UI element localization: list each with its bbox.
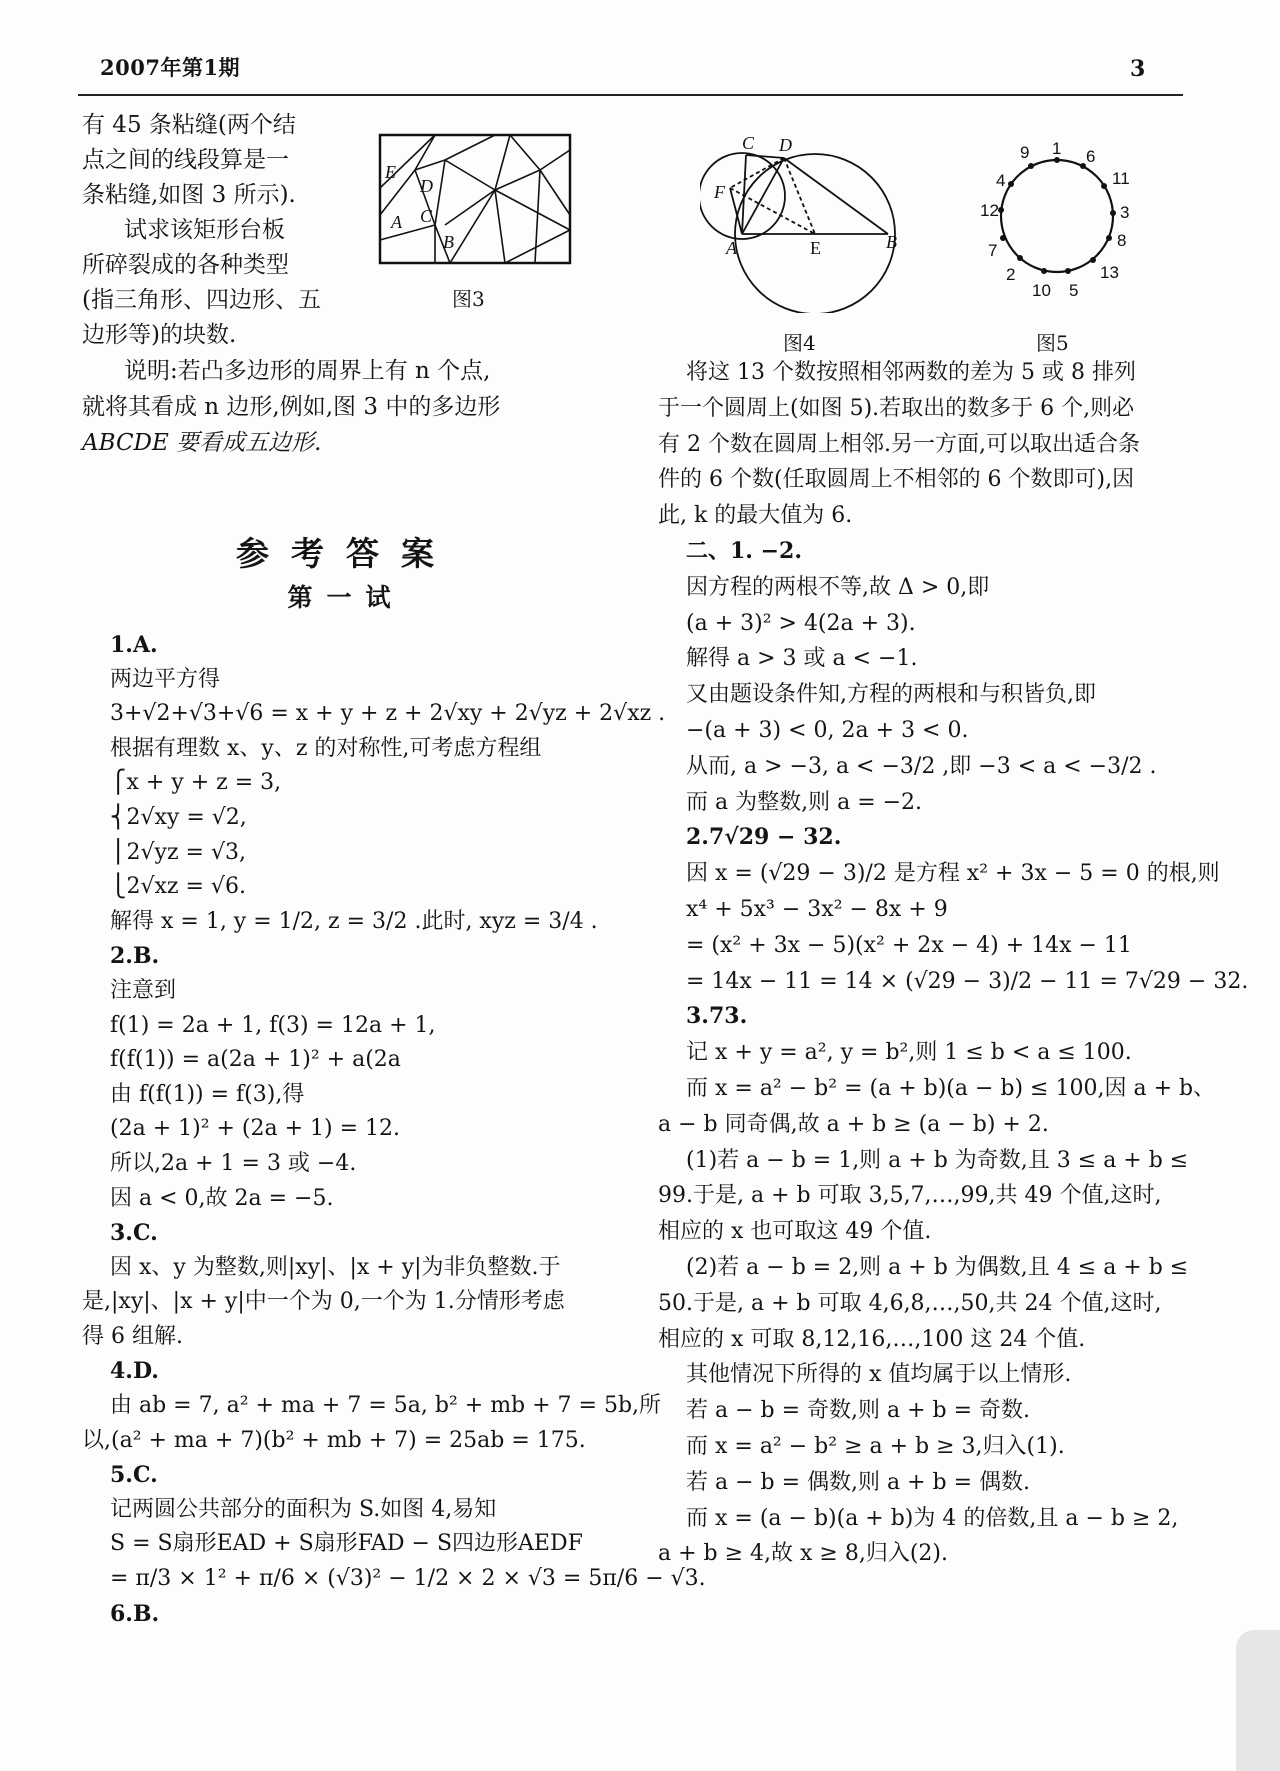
answer-line: ⎩2√xz = √6. [110,874,246,900]
problem-line: 点之间的线段算是一 [82,147,289,173]
answer-line: 相应的 x 可取 8,12,16,…,100 这 24 个值. [658,1326,1086,1352]
fig5-label: 9 [1020,143,1030,162]
answer-line: 由 ab = 7, a² + ma + 7 = 5a, b² + mb + 7 = 5b,所 [110,1393,662,1419]
answer-line: 2.B. [110,943,160,970]
page-edge-tab [1236,1630,1280,1771]
answer-line: 以,(a² + ma + 7)(b² + mb + 7) = 25ab = 175. [82,1427,586,1453]
answer-line: 相应的 x 也可取这 49 个值. [658,1219,932,1245]
answer-line: 又由题设条件知,方程的两根和与积皆负,即 [686,682,1096,708]
problem-line: 有 45 条粘缝(两个结 [82,112,296,138]
answer-line: 6.B. [110,1600,160,1627]
answer-line: 注意到 [110,977,177,1003]
figure-3-diagram [375,130,575,270]
answer-line: 因 x = (√29 − 3)/2 是方程 x² + 3x − 5 = 0 的根,则 [686,861,1220,887]
page-number: 3 [1130,56,1146,82]
answer-line: 3+√2+√3+√6 = x + y + z + 2√xy + 2√yz + 2√xz . [110,701,666,727]
answer-line: f(f(1)) = a(2a + 1)² + a(2a [110,1047,401,1073]
fig3-label: B [443,232,454,252]
fig4-label: D [779,135,792,155]
answer-line: 是,|xy|、|x + y|中一个为 0,一个为 1.分情形考虑 [82,1289,565,1315]
answer-line: 3.C. [110,1220,158,1247]
fig5-label: 12 [980,201,999,220]
problem-line: 所碎裂成的各种类型 [82,252,289,278]
fig4-label: F [714,182,725,202]
answer-line: −(a + 3) < 0, 2a + 3 < 0. [686,717,969,743]
answer-line: 解得 a > 3 或 a < −1. [686,646,918,672]
figure-3-caption: 图3 [452,287,485,311]
first-test-title: 第一试 [287,583,405,612]
journal-issue: 2007年第1期 [100,55,241,80]
answer-line: 而 a 为整数,则 a = −2. [686,789,923,815]
answer-line: 两边平方得 [110,666,221,692]
fig5-label: 8 [1117,231,1127,250]
answer-line: 将这 13 个数按照相邻两数的差为 5 或 8 排列 [686,360,1136,385]
fig5-label: 13 [1100,263,1119,282]
problem-line: 边形等)的块数. [82,322,237,348]
figure-5-diagram [960,128,1150,308]
answer-line: 其他情况下所得的 x 值均属于以上情形. [686,1362,1072,1388]
answer-line: 4.D. [110,1358,159,1385]
answer-line: = (x² + 3x − 5)(x² + 2x − 4) + 14x − 11 [686,932,1132,958]
note-line: 说明:若凸多边形的周界上有 n 个点, [124,358,491,384]
fig5-label: 4 [996,171,1006,190]
answer-line: (2)若 a − b = 2,则 a + b 为偶数,且 4 ≤ a + b ≤ [686,1254,1189,1280]
fig4-label: E [810,238,821,258]
figure-4-caption: 图4 [783,331,816,355]
fig5-label: 6 [1086,147,1096,166]
answer-line: 此, k 的最大值为 6. [658,503,853,529]
answer-line: ⎨2√xy = √2, [110,804,247,830]
fig4-label: C [742,133,755,153]
answer-line: 若 a − b = 偶数,则 a + b = 偶数. [686,1469,1031,1495]
answers-right-column [658,355,1249,1572]
answer-line: 得 6 组解. [82,1323,183,1349]
answer-line: 因方程的两根不等,故 Δ > 0,即 [686,574,990,600]
fig5-label: 2 [1006,265,1016,284]
problem-line: 条粘缝,如图 3 所示). [82,182,296,208]
answer-line: 根据有理数 x、y、z 的对称性,可考虑方程组 [110,735,542,761]
answer-line: (1)若 a − b = 1,则 a + b 为奇数,且 3 ≤ a + b ≤ [686,1147,1189,1173]
answer-line: 于一个圆周上(如图 5).若取出的数多于 6 个,则必 [658,395,1135,421]
fig5-points [998,157,1116,274]
problem-line: (指三角形、四边形、五 [82,287,321,313]
answer-line: ⎪2√yz = √3, [110,839,246,865]
fig4-label: B [886,232,897,252]
answer-line: 因 x、y 为整数,则|xy|、|x + y|为非负整数.于 [110,1254,561,1280]
fig4-label: A [726,238,737,258]
answer-line: (2a + 1)² + (2a + 1) = 12. [110,1116,401,1142]
problem-text [82,108,352,353]
fig3-label: E [385,162,396,182]
fig3-label: D [420,176,433,196]
answer-line: 有 2 个数在圆周上相邻.另一方面,可以取出适合条 [658,431,1140,457]
answer-line: = π/3 × 1² + π/6 × (√3)² − 1/2 × 2 × √3 = 5π/6 − √3. [110,1566,706,1592]
fig5-label: 1 [1052,139,1062,158]
fig5-label: 5 [1069,281,1079,300]
answer-line: ⎧x + y + z = 3, [110,770,282,796]
fig3-label: C [420,206,433,226]
answer-line: 而 x = (a − b)(a + b)为 4 的倍数,且 a − b ≥ 2, [686,1505,1179,1531]
answer-line: a + b ≥ 4,故 x ≥ 8,归入(2). [658,1541,948,1567]
header-rule [78,94,1183,96]
answer-line: 99.于是, a + b 可取 3,5,7,…,99,共 49 个值,这时, [658,1183,1162,1209]
note-line: 就将其看成 n 边形,例如,图 3 中的多边形 [82,394,501,420]
fig5-label: 3 [1120,203,1130,222]
answer-line: (a + 3)² > 4(2a + 3). [686,610,916,636]
answer-line: 所以,2a + 1 = 3 或 −4. [110,1150,357,1176]
fig3-label: A [391,212,402,232]
answer-line: f(1) = 2a + 1, f(3) = 12a + 1, [110,1012,436,1038]
answer-line: 2.7√29 − 32. [686,824,842,851]
answer-line: 若 a − b = 奇数,则 a + b = 奇数. [686,1398,1031,1424]
fig5-label: 7 [988,241,998,260]
answer-line: 件的 6 个数(任取圆周上不相邻的 6 个数即可),因 [658,467,1135,493]
answer-line: 3.73. [686,1003,748,1030]
answer-line: 而 x = a² − b² ≥ a + b ≥ 3,归入(1). [686,1433,1065,1459]
answer-line: 记 x + y = a², y = b²,则 1 ≤ b < a ≤ 100. [686,1040,1132,1066]
answer-line: 二、1. −2. [686,537,803,564]
answer-line: 而 x = a² − b² = (a + b)(a − b) ≤ 100,因 a + b、 [686,1075,1216,1101]
answers-left-column [82,628,706,1631]
answer-line: a − b 同奇偶,故 a + b ≥ (a − b) + 2. [658,1111,1049,1137]
answer-line: = 14x − 11 = 14 × (√29 − 3)/2 − 11 = 7√29 − 32. [686,968,1249,994]
answers-title: 参考答案 [236,534,456,573]
fig5-label: 10 [1032,281,1051,300]
note-line: ABCDE 要看成五边形. [82,430,322,456]
answer-line: 从而, a > −3, a < −3/2 ,即 −3 < a < −3/2 . [686,753,1157,779]
figure-4-diagram [700,128,900,313]
answer-line: S = S扇形EAD + S扇形FAD − S四边形AEDF [110,1531,583,1557]
answer-line: 记两圆公共部分的面积为 S.如图 4,易知 [110,1496,497,1522]
answer-line: 解得 x = 1, y = 1/2, z = 3/2 .此时, xyz = 3/4 . [110,908,598,934]
answer-line: 由 f(f(1)) = f(3),得 [110,1081,305,1107]
answer-line: 5.C. [110,1462,158,1489]
problem-line: 试求该矩形台板 [124,217,285,243]
answer-line: 50.于是, a + b 可取 4,6,8,…,50,共 24 个值,这时, [658,1290,1162,1316]
fig5-label: 11 [1112,169,1130,188]
answer-line: x⁴ + 5x³ − 3x² − 8x + 9 [686,896,948,922]
problem-note [82,353,622,461]
answer-line: 1.A. [110,632,158,658]
figure-5-caption: 图5 [1036,331,1069,355]
answer-line: 因 a < 0,故 2a = −5. [110,1185,334,1211]
